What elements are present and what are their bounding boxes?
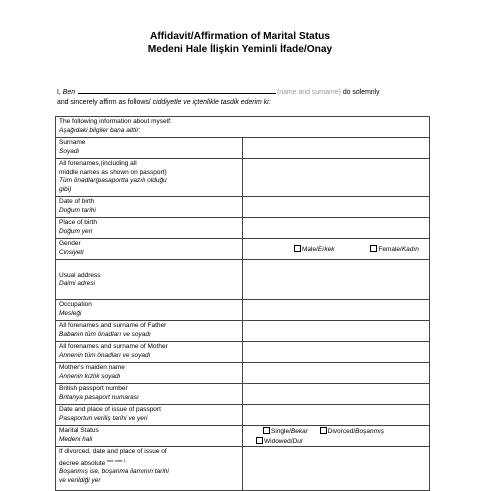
checkbox-icon[interactable] [256, 437, 263, 444]
personal-info-table [55, 116, 430, 491]
table-row [56, 159, 430, 197]
row-label: Date of birth Doğum tarihi [56, 197, 243, 218]
table-row [56, 447, 430, 491]
name-placeholder: (name and surname) [276, 89, 341, 96]
table-row [56, 405, 430, 426]
title-turkish: Medeni Hale İlişkin Yeminli İfade/Onay [147, 44, 333, 55]
title-english: Affidavit/Affirmation of Marital Status [150, 31, 330, 42]
divorce-decree-field[interactable] [243, 447, 430, 491]
place-of-birth-field[interactable] [243, 218, 430, 239]
table-row [56, 384, 430, 405]
table-row [56, 426, 430, 447]
occupation-field[interactable] [243, 300, 430, 321]
row-label: Place of birth Doğum yeri [56, 218, 243, 239]
table-row [56, 218, 430, 239]
checkbox-icon[interactable] [263, 427, 270, 434]
usual-address-field[interactable] [243, 260, 430, 300]
checkbox-icon[interactable] [370, 245, 377, 252]
row-label: Usual address Daimi adresi [56, 260, 243, 300]
marital-option-divorced[interactable]: Divorced/Boşanmış [320, 427, 384, 437]
father-name-field[interactable] [243, 321, 430, 342]
row-label: British passport number Britanya pasaport numarası [56, 384, 243, 405]
passport-number-field[interactable] [243, 384, 430, 405]
forenames-field[interactable] [243, 159, 430, 197]
name-blank-field[interactable] [78, 86, 276, 94]
checkbox-icon[interactable] [320, 427, 327, 434]
date-of-birth-field[interactable] [243, 197, 430, 218]
row-label: Date and place of issue of passport Pasaportun veriliş tarihi ve yeri [56, 405, 243, 426]
footnote-ref: see note 1 [107, 457, 126, 463]
table-intro-row: The following information about myself: Aşağıdaki bilgiler bana aittir: [56, 117, 430, 138]
mother-maiden-name-field[interactable] [243, 363, 430, 384]
table-row [56, 321, 430, 342]
table-row [56, 300, 430, 321]
row-label: All forenames and surname of Mother Annenin tüm önadları ve soyadı [56, 342, 243, 363]
table-row [56, 197, 430, 218]
row-label: Surname Soyadı [56, 138, 243, 159]
declaration-text [57, 86, 437, 108]
row-label: Marital Status Medeni hali [56, 426, 243, 447]
marital-status-options [243, 426, 430, 447]
table-row [56, 239, 430, 260]
surname-field[interactable] [243, 138, 430, 159]
passport-issue-field[interactable] [243, 405, 430, 426]
table-row [56, 342, 430, 363]
row-label: If divorced, date and place of issue of decree absolute $^{see note 1}$ Boşanmış ise, boşanma ilamının tarihi ve verildiği yer [56, 447, 243, 491]
table-row [56, 138, 430, 159]
table-row [56, 260, 430, 300]
mother-name-field[interactable] [243, 342, 430, 363]
table-row [56, 363, 430, 384]
row-label: Occupation Mesleği [56, 300, 243, 321]
declaration-line-2: and sincerely affirm as follows/ ciddiyetle ve içtenlikle tasdik ederim ki: [57, 99, 271, 106]
row-label: Mother's maiden name Annenin kızlık soyadı [56, 363, 243, 384]
row-label: All forenames,(including all middle names as shown on passport) Tüm önadlar(pasaportta yazılı olduğu gibi) [56, 159, 243, 197]
gender-option-male[interactable]: Male/Erkek [294, 245, 335, 255]
marital-option-single[interactable]: Single/Bekar [263, 427, 308, 437]
checkbox-icon[interactable] [294, 245, 301, 252]
gender-options [243, 239, 430, 260]
declaration-line-1: I, Ben (name and surname) do solemnly [57, 86, 437, 98]
row-label: Gender Cinsiyeti [56, 239, 243, 260]
row-label: All forenames and surname of Father Babanın tüm önadları ve soyadı [56, 321, 243, 342]
marital-option-widowed[interactable]: Widowed/Dul [256, 437, 302, 447]
gender-option-female[interactable]: Female/Kadın [370, 245, 418, 255]
